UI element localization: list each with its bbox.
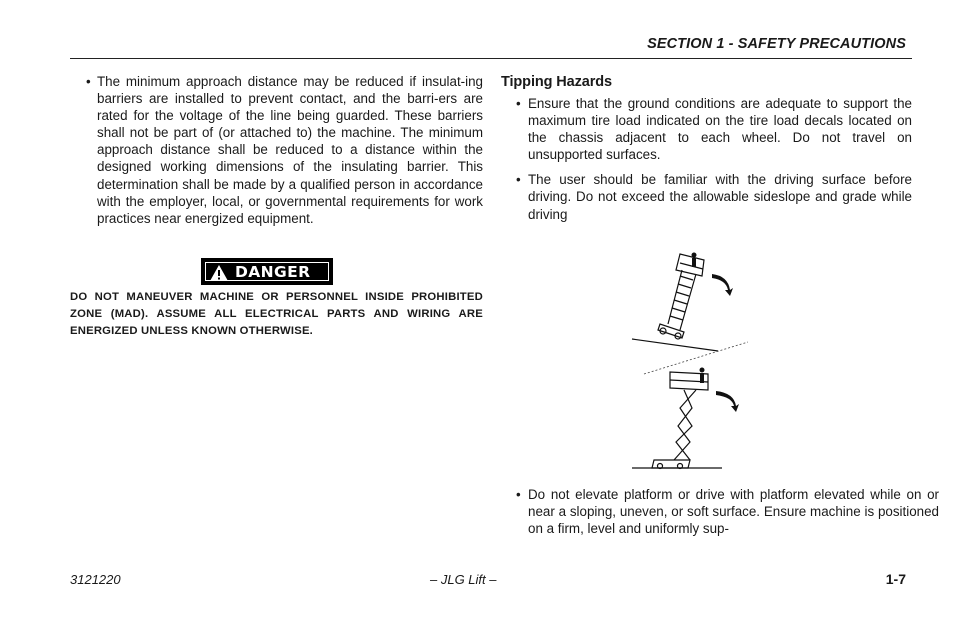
footer-brand: – JLG Lift – [430, 572, 497, 587]
list-item [86, 73, 483, 227]
danger-label [201, 258, 333, 285]
danger-title: DANGER [235, 263, 311, 281]
section-title: SECTION 1 - SAFETY PRECAUTIONS [647, 36, 906, 52]
warning-triangle-icon [209, 264, 229, 282]
list-item [501, 486, 939, 537]
bullet-text: Ensure that the ground conditions are adequate to support the maximum tire load indicated on the tire load decals located on the chassis adjacent to each wheel. Do not travel on unsupported surfaces. [528, 96, 912, 163]
right-column [501, 74, 912, 231]
bullet-dot: • [516, 96, 521, 111]
list-item [501, 171, 912, 222]
section-heading: Tipping Hazards [501, 74, 613, 90]
bullet-dot: • [516, 172, 521, 188]
bullet-dot: • [86, 74, 91, 89]
bullet-text: The user should be familiar with the driving surface before driving. Do not exceed the allowable sideslope and grade while driving [528, 172, 912, 222]
doc-number: 3121220 [70, 572, 121, 587]
list-item [501, 95, 912, 163]
tipping-lift-illustration [630, 250, 748, 478]
bullet-dot: • [516, 487, 521, 502]
bullet-text: The minimum approach distance may be reduced if insulat-ing barriers are installed to prevent contact, and the barri-ers are rated for the voltage of the line being guarded. These barriers shall not be part of (or attached to) the machine. The minimum approach distance shall be reduced to a distance within the designed working dimensions of the insulating barrier. This determination shall be made by a qualified person in accordance with the employer, local, or governmental requirements for work practices near energized equipment. [97, 74, 483, 226]
page-number: 1-7 [885, 571, 906, 587]
left-column [86, 73, 483, 227]
bullet-text: Do not elevate platform or drive with platform elevated while on or near a sloping, uneven, or soft surface. Ensure machine is positioned on a firm, level and uniformly sup- [528, 487, 939, 537]
danger-message: DO NOT MANEUVER MACHINE OR PERSONNEL INSIDE PROHIBITED ZONE (MAD). ASSUME ALL ELECTRICAL PARTS AND WIRING ARE ENERGIZED UNLESS KNOWN OTHERWISE. [70, 291, 483, 338]
header-divider [70, 58, 912, 59]
